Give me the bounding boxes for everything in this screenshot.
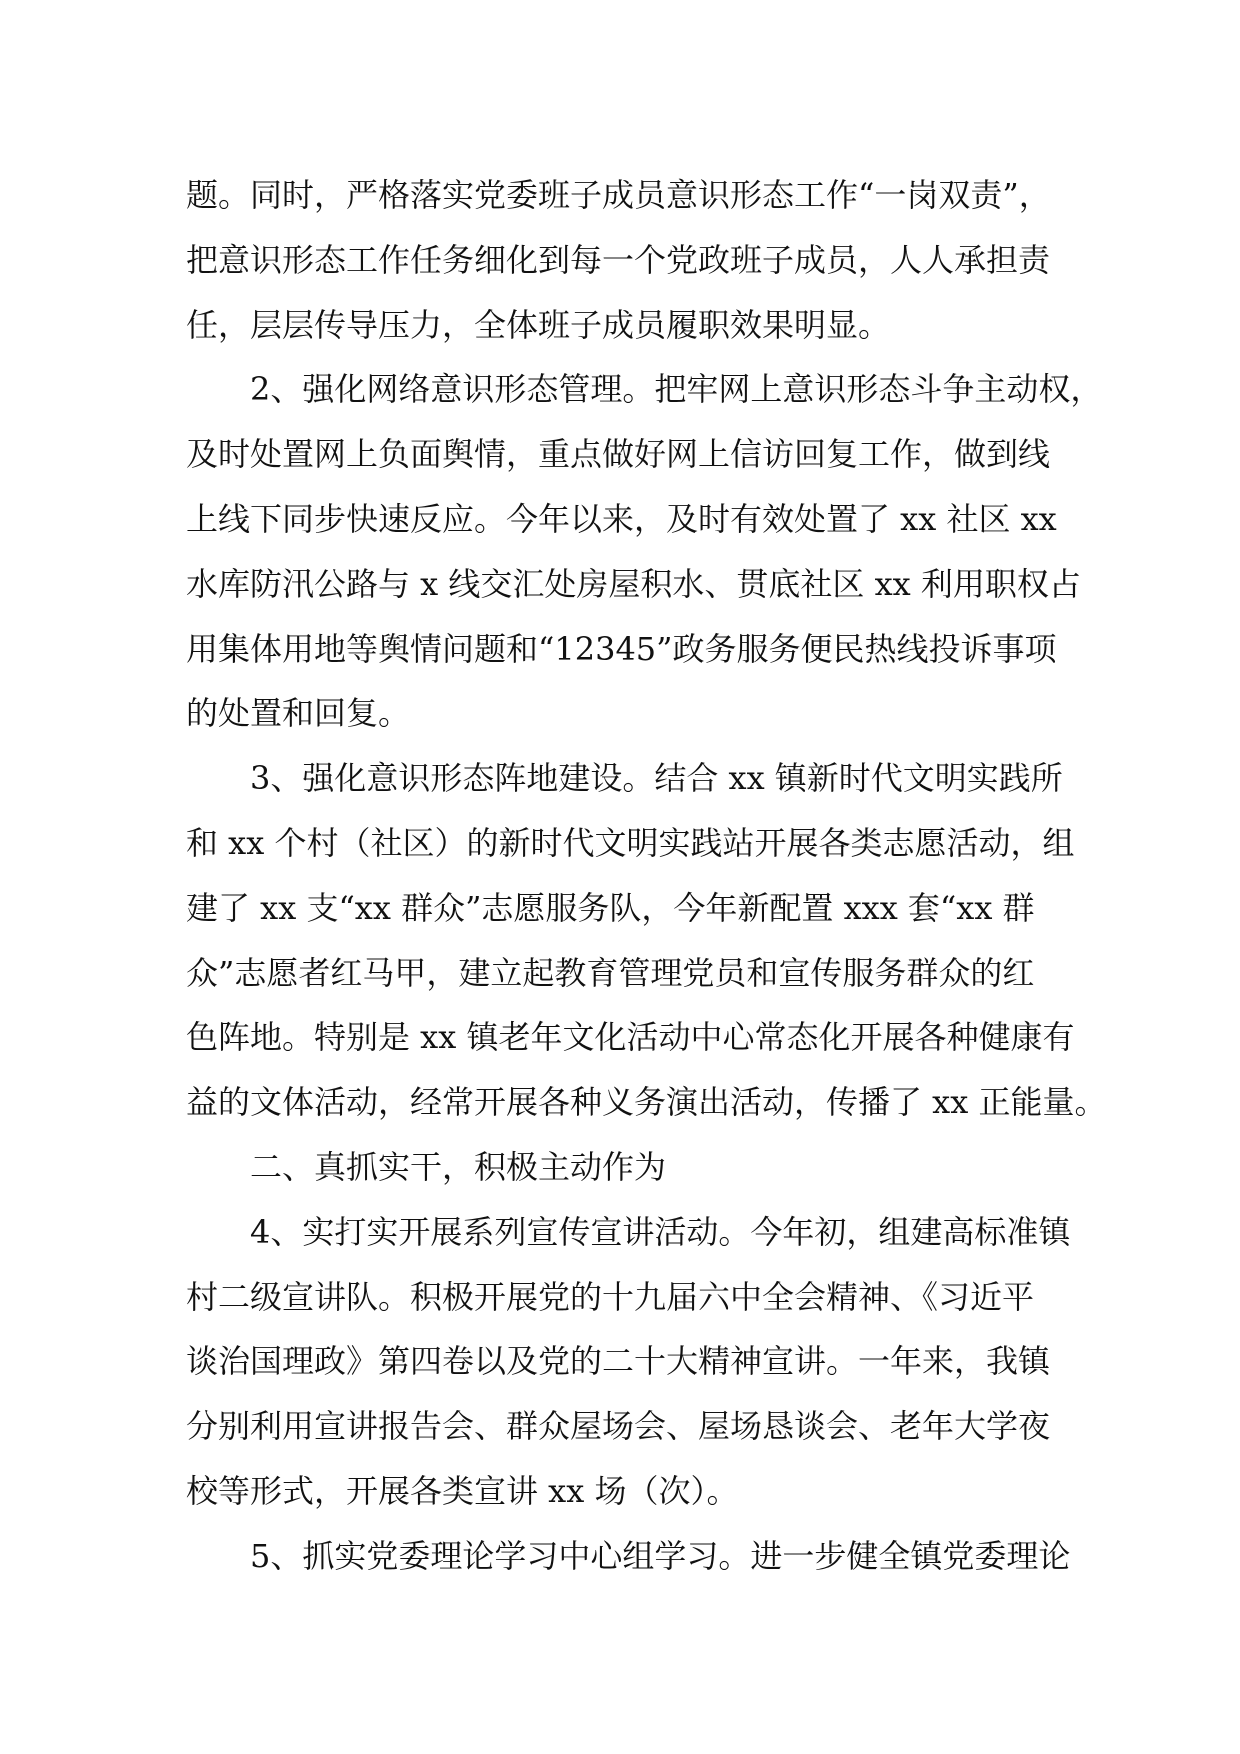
text-line: 水库防汛公路与 x 线交汇处房屋积水、贯底社区 xx 利用职权占 <box>186 564 1081 603</box>
text-line: 题。同时，严格落实党委班子成员意识形态工作“一岗双责”， <box>186 176 1051 214</box>
body-text <box>186 163 1107 1589</box>
text-line: 任，层层传导压力，全体班子成员履职效果明显。 <box>186 305 891 344</box>
paragraph-4-first-line: 4、实打实开展系列宣传宣讲活动。今年初，组建高标准镇 <box>250 1212 1071 1251</box>
text-line: 谈治国理政》第四卷以及党的二十大精神宣讲。一年来，我镇 <box>186 1342 1051 1381</box>
text-line: 把意识形态工作任务细化到每一个党政班子成员，人人承担责 <box>186 240 1051 279</box>
section-heading: 二、真抓实干，积极主动作为 <box>250 1147 667 1186</box>
text-line: 分别利用宣讲报告会、群众屋场会、屋场恳谈会、老年大学夜 <box>186 1407 1051 1446</box>
text-line: 校等形式，开展各类宣讲 xx 场（次）。 <box>186 1471 739 1510</box>
text-line: 村二级宣讲队。积极开展党的十九届六中全会精神、《习近平 <box>186 1277 1035 1316</box>
text-line: 色阵地。特别是 xx 镇老年文化活动中心常态化开展各种健康有 <box>186 1018 1075 1057</box>
paragraph-2-first-line: 2、强化网络意识形态管理。把牢网上意识形态斗争主动权， <box>250 370 1103 409</box>
text-line: 的处置和回复。 <box>186 694 411 733</box>
text-line: 和 xx 个村（社区）的新时代文明实践站开展各类志愿活动，组 <box>186 823 1075 862</box>
text-line: 上线下同步快速反应。今年以来，及时有效处置了 xx 社区 xx <box>186 499 1057 538</box>
text-line: 众”志愿者红马甲，建立起教育管理党员和宣传服务群众的红 <box>186 953 1035 992</box>
text-line: 益的文体活动，经常开展各种义务演出活动，传播了 xx 正能量。 <box>186 1083 1107 1122</box>
text-line: 及时处置网上负面舆情，重点做好网上信访回复工作，做到线 <box>186 435 1051 474</box>
text-line: 用集体用地等舆情问题和“12345”政务服务便民热线投诉事项 <box>186 629 1057 668</box>
paragraph-5-first-line: 5、抓实党委理论学习中心组学习。进一步健全镇党委理论 <box>250 1536 1071 1575</box>
text-line: 建了 xx 支“xx 群众”志愿服务队，今年新配置 xxx 套“xx 群 <box>186 888 1035 927</box>
paragraph-3-first-line: 3、强化意识形态阵地建设。结合 xx 镇新时代文明实践所 <box>250 759 1063 798</box>
